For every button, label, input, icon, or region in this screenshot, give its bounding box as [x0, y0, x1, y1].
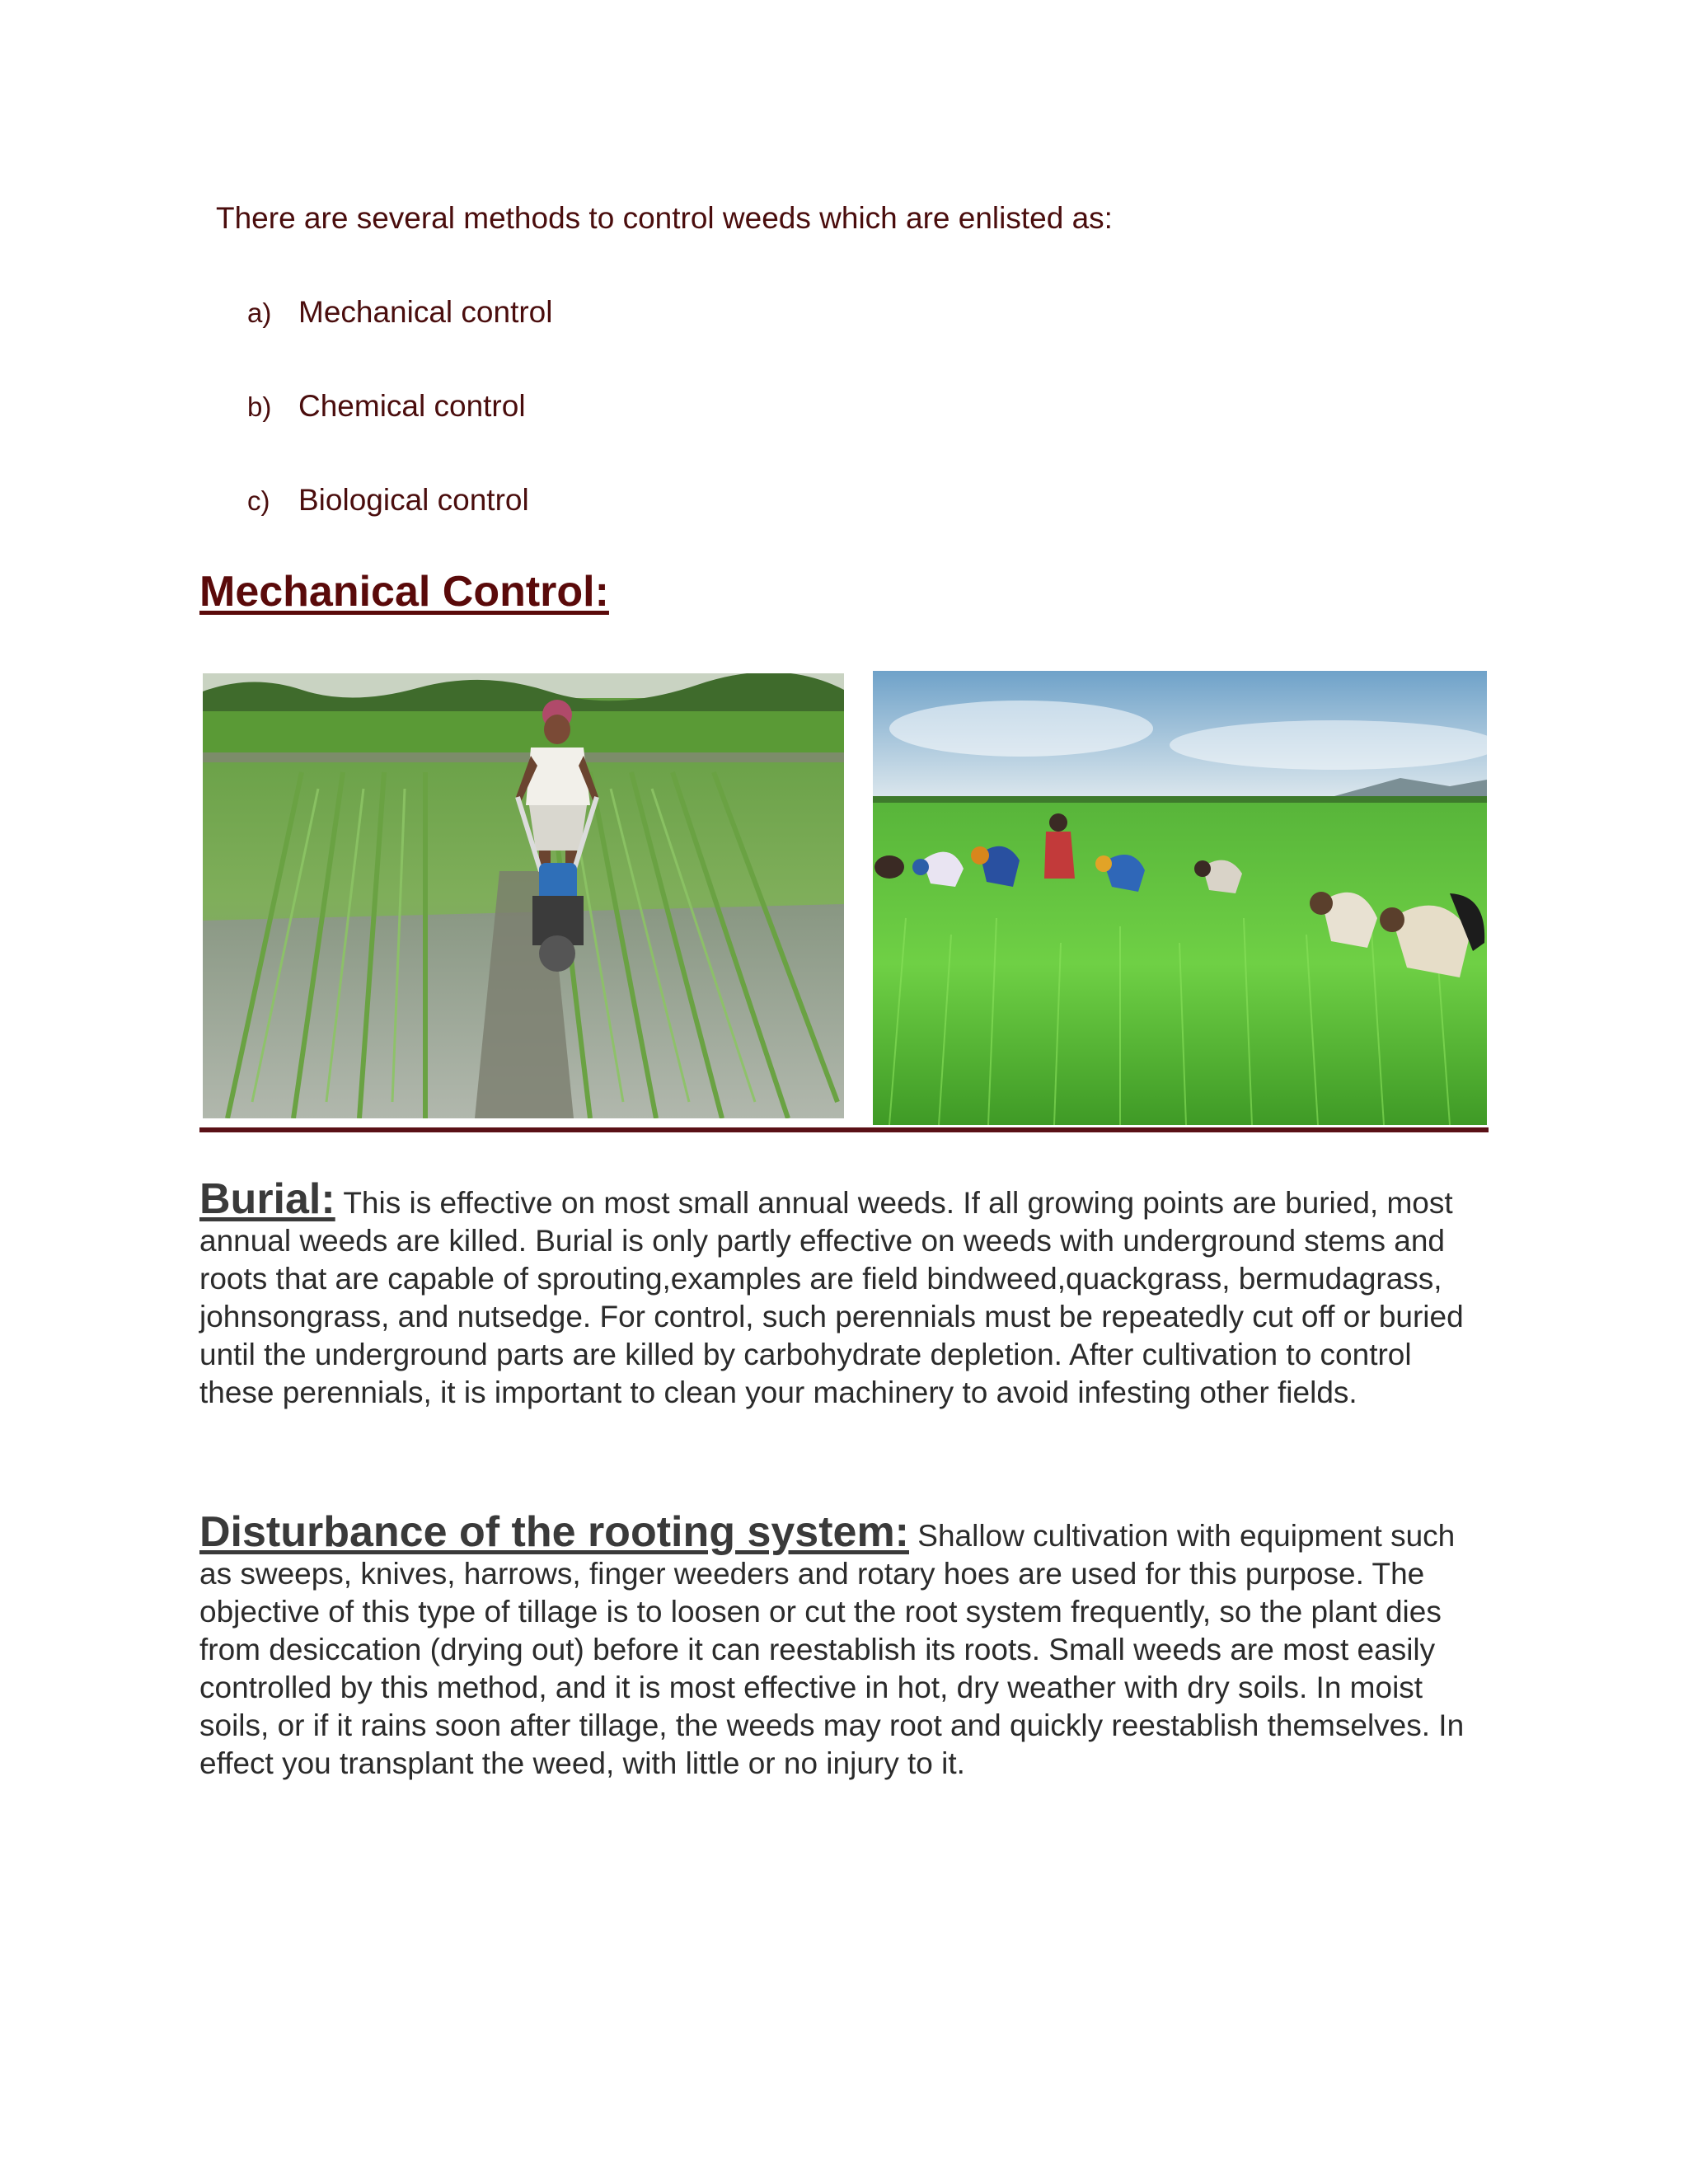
intro-text: There are several methods to control weeds which are enlisted as:	[216, 201, 1113, 235]
section-divider	[199, 1127, 1489, 1132]
section-heading: Mechanical Control:	[199, 568, 609, 616]
rice-field-weeder-photo	[203, 673, 844, 1118]
hand-weeding-photo-graphic	[873, 671, 1487, 1125]
method-item	[247, 389, 552, 483]
weeder-photo-graphic	[203, 673, 844, 1118]
rooting-disturbance-title: Disturbance of the rooting system:	[199, 1508, 909, 1556]
method-letter: c)	[247, 485, 270, 516]
method-item	[247, 295, 552, 389]
method-letter: b)	[247, 391, 272, 422]
rooting-disturbance-paragraph	[199, 1508, 1493, 1783]
method-label: Mechanical control	[298, 295, 553, 329]
burial-title: Burial:	[199, 1175, 335, 1223]
method-list	[247, 295, 552, 577]
burial-text: This is effective on most small annual weeds. If all growing points are buried, most annual weeds are killed. Burial is only partly effective on weeds with underground stems and roots that are capable of sprouting,examples are field bindweed,quackgrass, bermudagrass, johnsongrass, and nutsedge. For control, such perennials must be repeatedly cut off or buried until the underground parts are killed by carbohydrate depletion. After cultivation to control these perennials, it is important to clean your machinery to avoid infesting other fields.	[199, 1186, 1464, 1409]
burial-paragraph	[199, 1175, 1493, 1412]
method-letter: a)	[247, 298, 272, 328]
method-label: Chemical control	[298, 389, 526, 423]
method-item	[247, 483, 552, 577]
rooting-disturbance-text: Shallow cultivation with equipment such as sweeps, knives, harrows, finger weeders and rotary hoes are used for this purpose. The objective of this type of tillage is to loosen or cut the root system frequently, so the plant dies from desiccation (drying out) before it can reestablish its roots. Small weeds are most easily controlled by this method, and it is most effective in hot, dry weather with dry soils. In moist soils, or if it rains soon after tillage, the weeds may root and quickly reestablish themselves. In effect you transplant the weed, with little or no injury to it.	[199, 1519, 1465, 1780]
method-label: Biological control	[298, 483, 529, 517]
hand-weeding-photo	[873, 671, 1487, 1125]
